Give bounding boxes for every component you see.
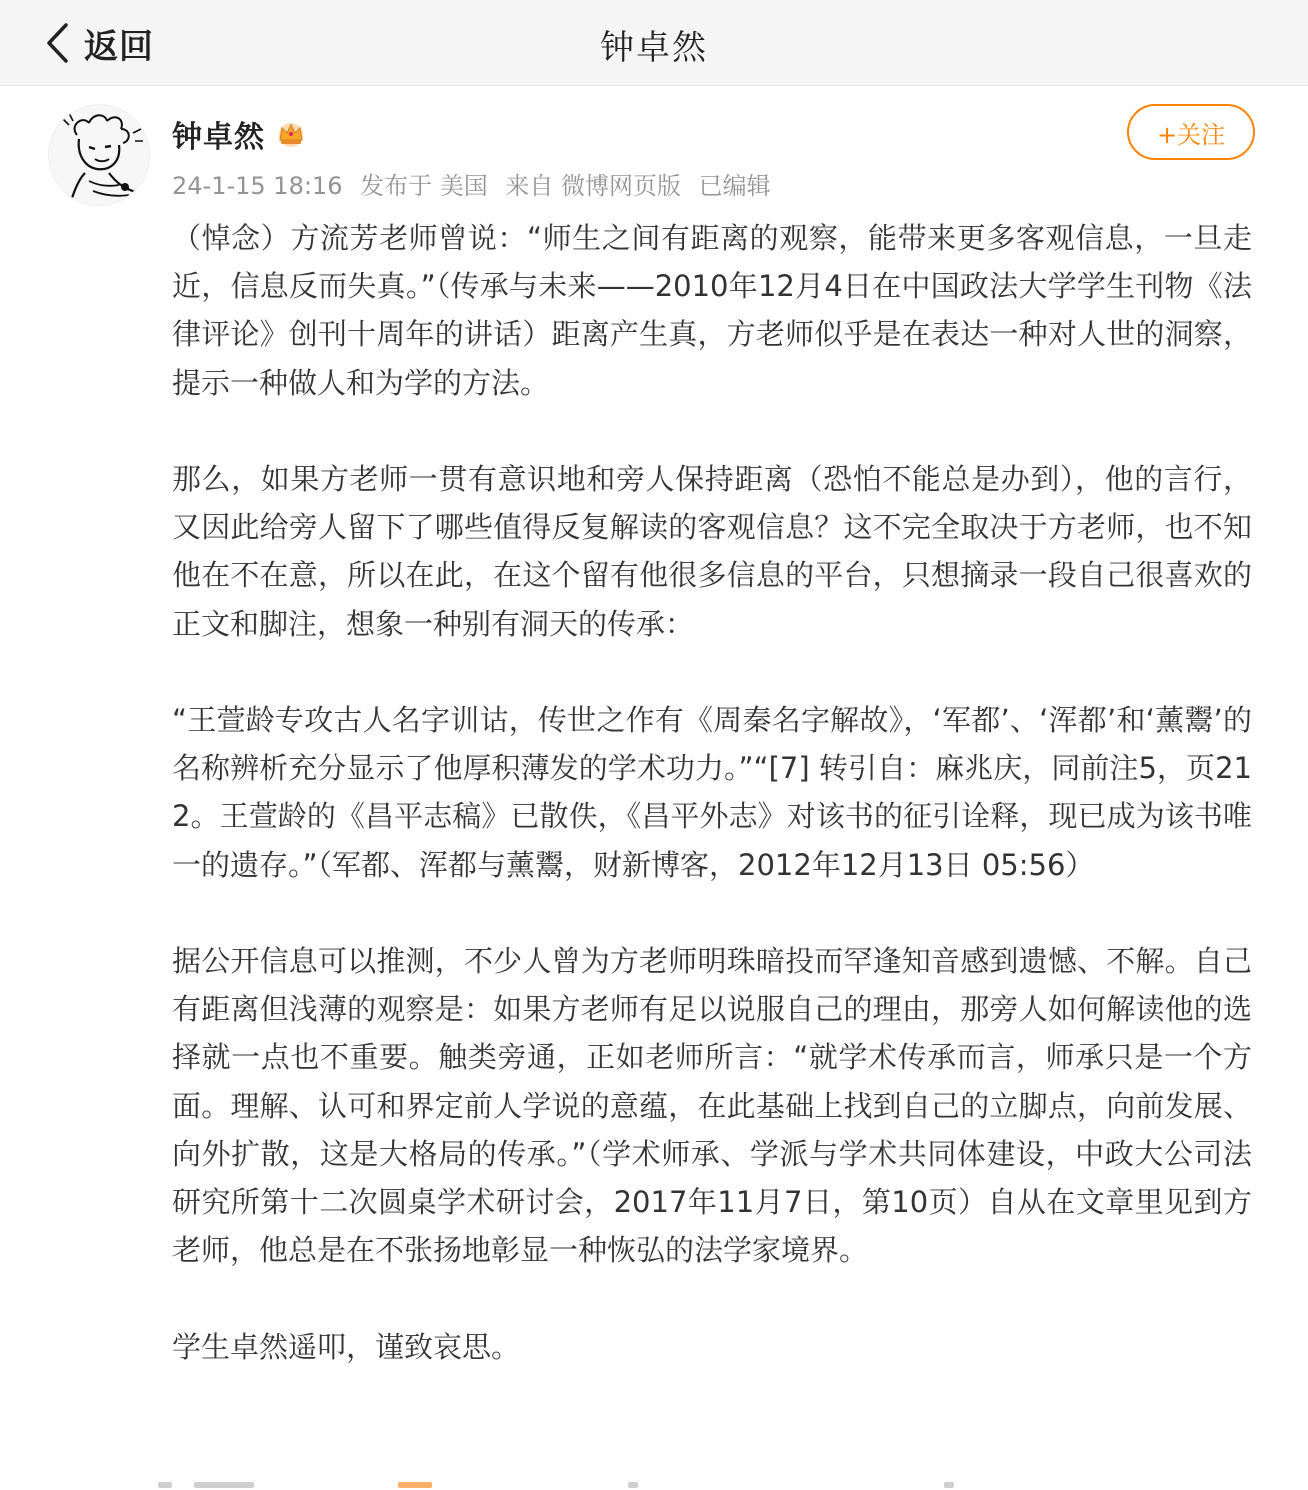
top-navigation-bar <box>0 0 1308 86</box>
post-source: 来自 微博网页版 <box>505 172 682 200</box>
action-bar-edge <box>0 1480 1308 1490</box>
author-name[interactable]: 钟卓然 <box>172 120 265 155</box>
back-label: 返回 <box>84 26 154 67</box>
post-paragraph: （悼念）方流芳老师曾说：“师生之间有距离的观察，能带来更多客观信息，一旦走近，信息反而失真。”（传承与未来——2010年12月4日在中国政法大学学生刊物《法律评论》创刊十周年的讲话）距离产生真，方老师似乎是在表达一种对人世的洞察，提示一种做人和为学的方法。 <box>172 221 1252 400</box>
post-content <box>172 214 1252 1371</box>
avatar[interactable] <box>48 104 150 206</box>
post-paragraph: 据公开信息可以推测，不少人曾为方老师明珠暗投而罕逢知音感到遗憾、不解。自己有距离但浅薄的观察是：如果方老师有足以说服自己的理由，那旁人如何解读他的选择就一点也不重要。触类旁通，正如老师所言：“就学术传承而言，师承只是一个方面。理解、认可和界定前人学说的意蕴，在此基础上找到自己的立脚点，向前发展、向外扩散，这是大格局的传承。”（学术师承、学派与学术共同体建设，中政大公司法研究所第十二次圆桌学术研讨会，2017年11月7日，第10页）自从在文章里见到方老师，他总是在不张扬地彰显一种恢弘的法学家境界。 <box>172 944 1252 1268</box>
crown-badge-icon <box>275 120 307 148</box>
post-time: 24-1-15 18:16 <box>172 172 343 200</box>
post-paragraph: “王萱龄专攻古人名字训诂，传世之作有《周秦名字解故》，‘军都’、‘浑都’和‘薰鬻’的名称辨析充分显示了他厚积薄发的学术功力。”“[7] 转引自：麻兆庆，同前注5，页212。王萱龄的《昌平志稿》已散佚，《昌平外志》对该书的征引诠释，现已成为该书唯一的遗存。”（军都、浑都与薰鬻，财新博客，2012年12月13日 05:56） <box>172 703 1252 882</box>
post-location: 发布于 美国 <box>360 172 488 200</box>
follow-button[interactable]: +关注 <box>1127 104 1255 160</box>
page-title: 钟卓然 <box>600 28 708 68</box>
weibo-post <box>0 86 1308 1490</box>
post-meta <box>172 166 781 201</box>
sketch-portrait-avatar-icon <box>49 105 150 206</box>
post-paragraph: 那么，如果方老师一贯有意识地和旁人保持距离（恐怕不能总是办到），他的言行，又因此给旁人留下了哪些值得反复解读的客观信息？这不完全取决于方老师，也不知他在不在意，所以在此，在这个留有他很多信息的平台，只想摘录一段自己很喜欢的正文和脚注，想象一种别有洞天的传承： <box>172 462 1252 641</box>
author-row <box>172 112 307 156</box>
edited-label: 已编辑 <box>698 172 771 200</box>
post-paragraph: 学生卓然遥叩，谨致哀思。 <box>172 1329 521 1364</box>
